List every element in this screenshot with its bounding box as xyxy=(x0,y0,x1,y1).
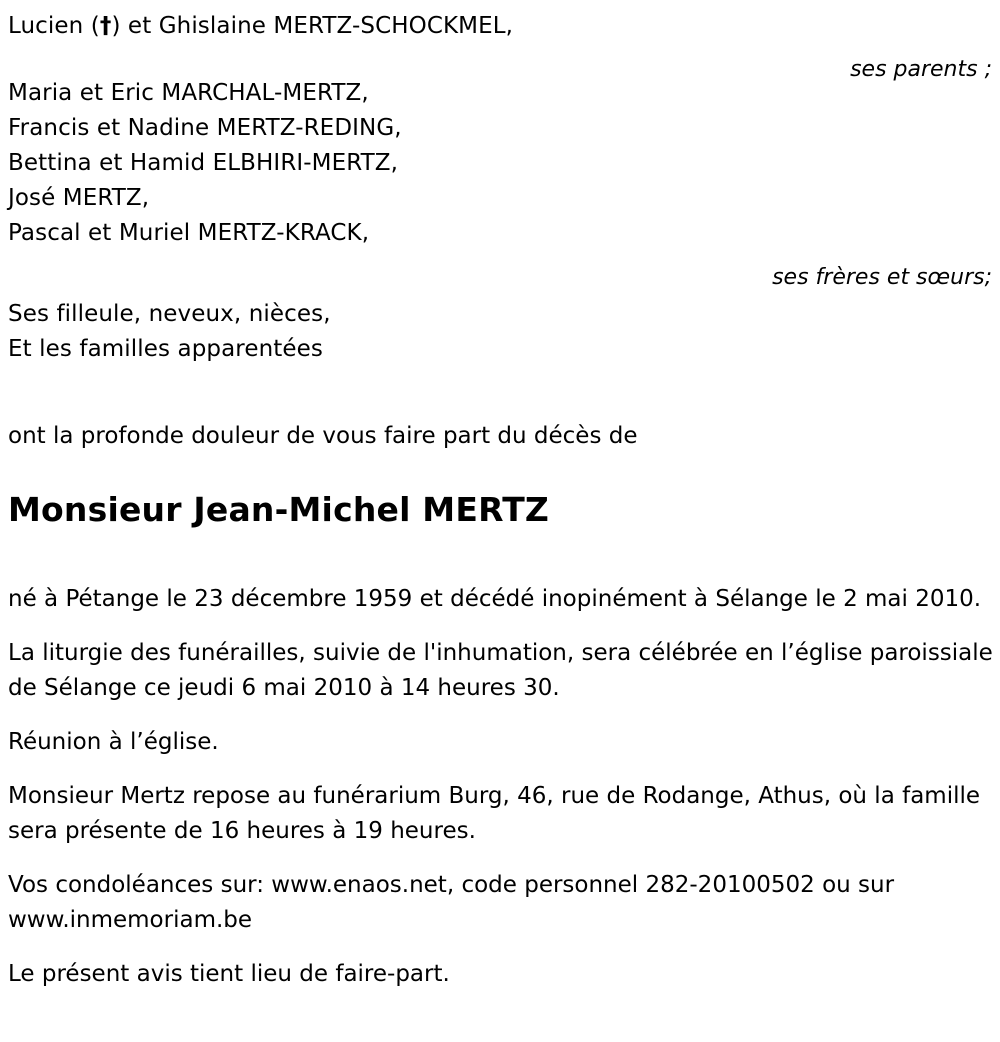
cross-icon: † xyxy=(99,13,112,39)
other-relatives-line: Et les familles apparentées xyxy=(8,336,323,362)
other-relatives-line: Ses filleule, neveux, nièces, xyxy=(8,301,331,327)
siblings-block xyxy=(8,76,992,295)
detail-paragraph-notice-disclaimer: Le présent avis tient lieu de faire-part. xyxy=(8,961,450,987)
detail-paragraph-gathering: Réunion à l’église. xyxy=(8,729,219,755)
details-block xyxy=(8,582,998,992)
announcement-text: ont la profonde douleur de vous faire part du décès de xyxy=(8,423,638,449)
sibling-line: Bettina et Hamid ELBHIRI-MERTZ, xyxy=(8,150,399,176)
siblings-relation-label: ses frères et sœurs; xyxy=(772,265,992,290)
detail-paragraph-liturgy: La liturgie des funérailles, suivie de l'inhumation, sera célébrée en l’église paroissiale de Sélange ce jeudi 6 mai 2010 à 14 heures 30. xyxy=(8,640,993,701)
detail-paragraph-condolences: Vos condoléances sur: www.enaos.net, code personnel 282-20100502 ou sur www.inmemoriam.be xyxy=(8,872,895,933)
sibling-line: José MERTZ, xyxy=(8,185,150,211)
sibling-line: Pascal et Muriel MERTZ-KRACK, xyxy=(8,220,370,246)
parents-name-suffix: ) et Ghislaine MERTZ-SCHOCKMEL, xyxy=(111,13,514,39)
sibling-line: Maria et Eric MARCHAL-MERTZ, xyxy=(8,80,369,106)
parents-names xyxy=(8,9,992,44)
deceased-name-heading: Monsieur Jean-Michel MERTZ xyxy=(8,490,550,529)
sibling-line: Francis et Nadine MERTZ-REDING, xyxy=(8,115,402,141)
parents-name-prefix: Lucien ( xyxy=(8,13,100,39)
parents-relation-label: ses parents ; xyxy=(850,57,992,82)
detail-paragraph-funeral-home: Monsieur Mertz repose au funérarium Burg, 46, rue de Rodange, Athus, où la famille sera présente de 16 heures à 19 heures. xyxy=(8,783,981,844)
detail-paragraph-birth-death: né à Pétange le 23 décembre 1959 et décédé inopinément à Sélange le 2 mai 2010. xyxy=(8,586,982,612)
other-relatives-block xyxy=(8,297,992,367)
